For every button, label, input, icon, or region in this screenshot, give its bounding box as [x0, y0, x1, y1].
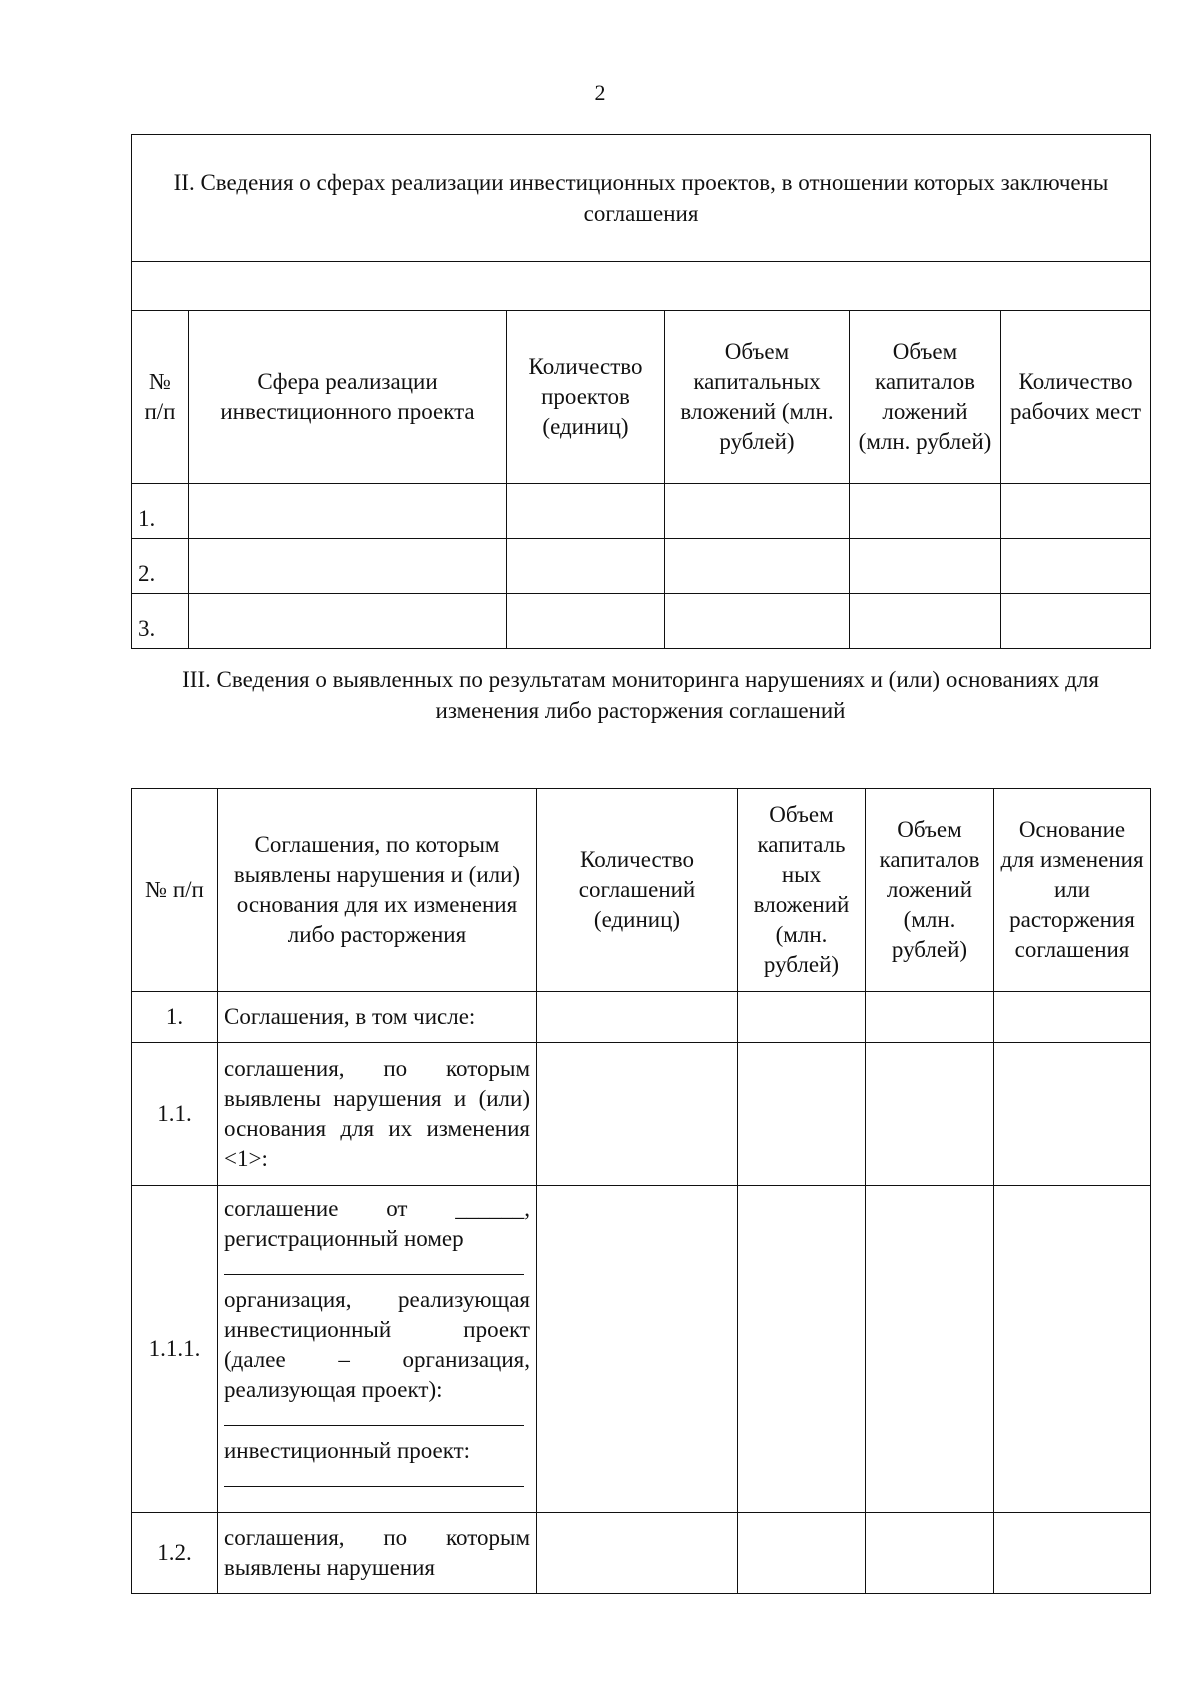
section2-title: II. Сведения о сферах реализации инвестиционных проектов, в отношении которых заключены соглашения [132, 135, 1151, 262]
fill-in-line [224, 1260, 524, 1275]
s2-header-capital: Объем капиталов ложений (млн. рублей) [850, 311, 1001, 484]
row-text: соглашения, по которым выявлены нарушения [218, 1513, 537, 1594]
row-number: 1.1.1. [132, 1186, 218, 1513]
fill-in-line [224, 1472, 524, 1487]
s2-header-num: № п/п [132, 311, 189, 484]
s3-header-capital: Объем капиталов ложений (млн. рублей) [866, 789, 994, 992]
row-number: 2. [132, 539, 189, 594]
row-text: Соглашения, в том числе: [218, 992, 537, 1043]
agreement-details [218, 1186, 537, 1513]
s3-header-num: № п/п [132, 789, 218, 992]
page-number: 2 [594, 80, 606, 105]
table-row [132, 484, 1151, 539]
table-row [132, 539, 1151, 594]
row-number: 1.2. [132, 1513, 218, 1594]
s2-header-sphere: Сфера реализации инвестиционного проекта [189, 311, 507, 484]
row-number: 1. [132, 992, 218, 1043]
row-text: соглашения, по которым выявлены нарушения и (или) основания для их изменения <1>: [218, 1043, 537, 1186]
section3-table [131, 788, 1151, 1594]
table-row [132, 1513, 1151, 1594]
section2-blank-row [132, 262, 1151, 311]
section2-table [131, 134, 1151, 649]
table-row [132, 1186, 1151, 1513]
fill-in-line [224, 1411, 524, 1426]
table-row [132, 992, 1151, 1043]
row-number: 1. [132, 484, 189, 539]
table-row [132, 594, 1151, 649]
section3-title: III. Сведения о выявленных по результатам мониторинга нарушениях и (или) основаниях для изменения либо расторжения соглашений [182, 667, 1099, 723]
table-row [132, 1043, 1151, 1186]
s3-header-investments: Объем капиталь ных вложений (млн. рублей) [738, 789, 866, 992]
row-number: 3. [132, 594, 189, 649]
s3-header-agreements: Соглашения, по которым выявлены нарушения и (или) основания для их изменения либо расторжения [218, 789, 537, 992]
s3-header-count: Количество соглашений (единиц) [537, 789, 738, 992]
s2-header-jobs: Количество рабочих мест [1001, 311, 1151, 484]
s2-header-projects: Количество проектов (единиц) [507, 311, 665, 484]
agreement-date-line: соглашение от ______, регистрационный номер [224, 1196, 530, 1251]
s3-header-basis: Основание для изменения или расторжения соглашения [994, 789, 1151, 992]
s2-header-investments: Объем капитальных вложений (млн. рублей) [665, 311, 850, 484]
row-number: 1.1. [132, 1043, 218, 1186]
organization-line: организация, реализующая инвестиционный проект (далее – организация, реализующая проект): [224, 1287, 530, 1402]
project-line: инвестиционный проект: [224, 1438, 471, 1463]
